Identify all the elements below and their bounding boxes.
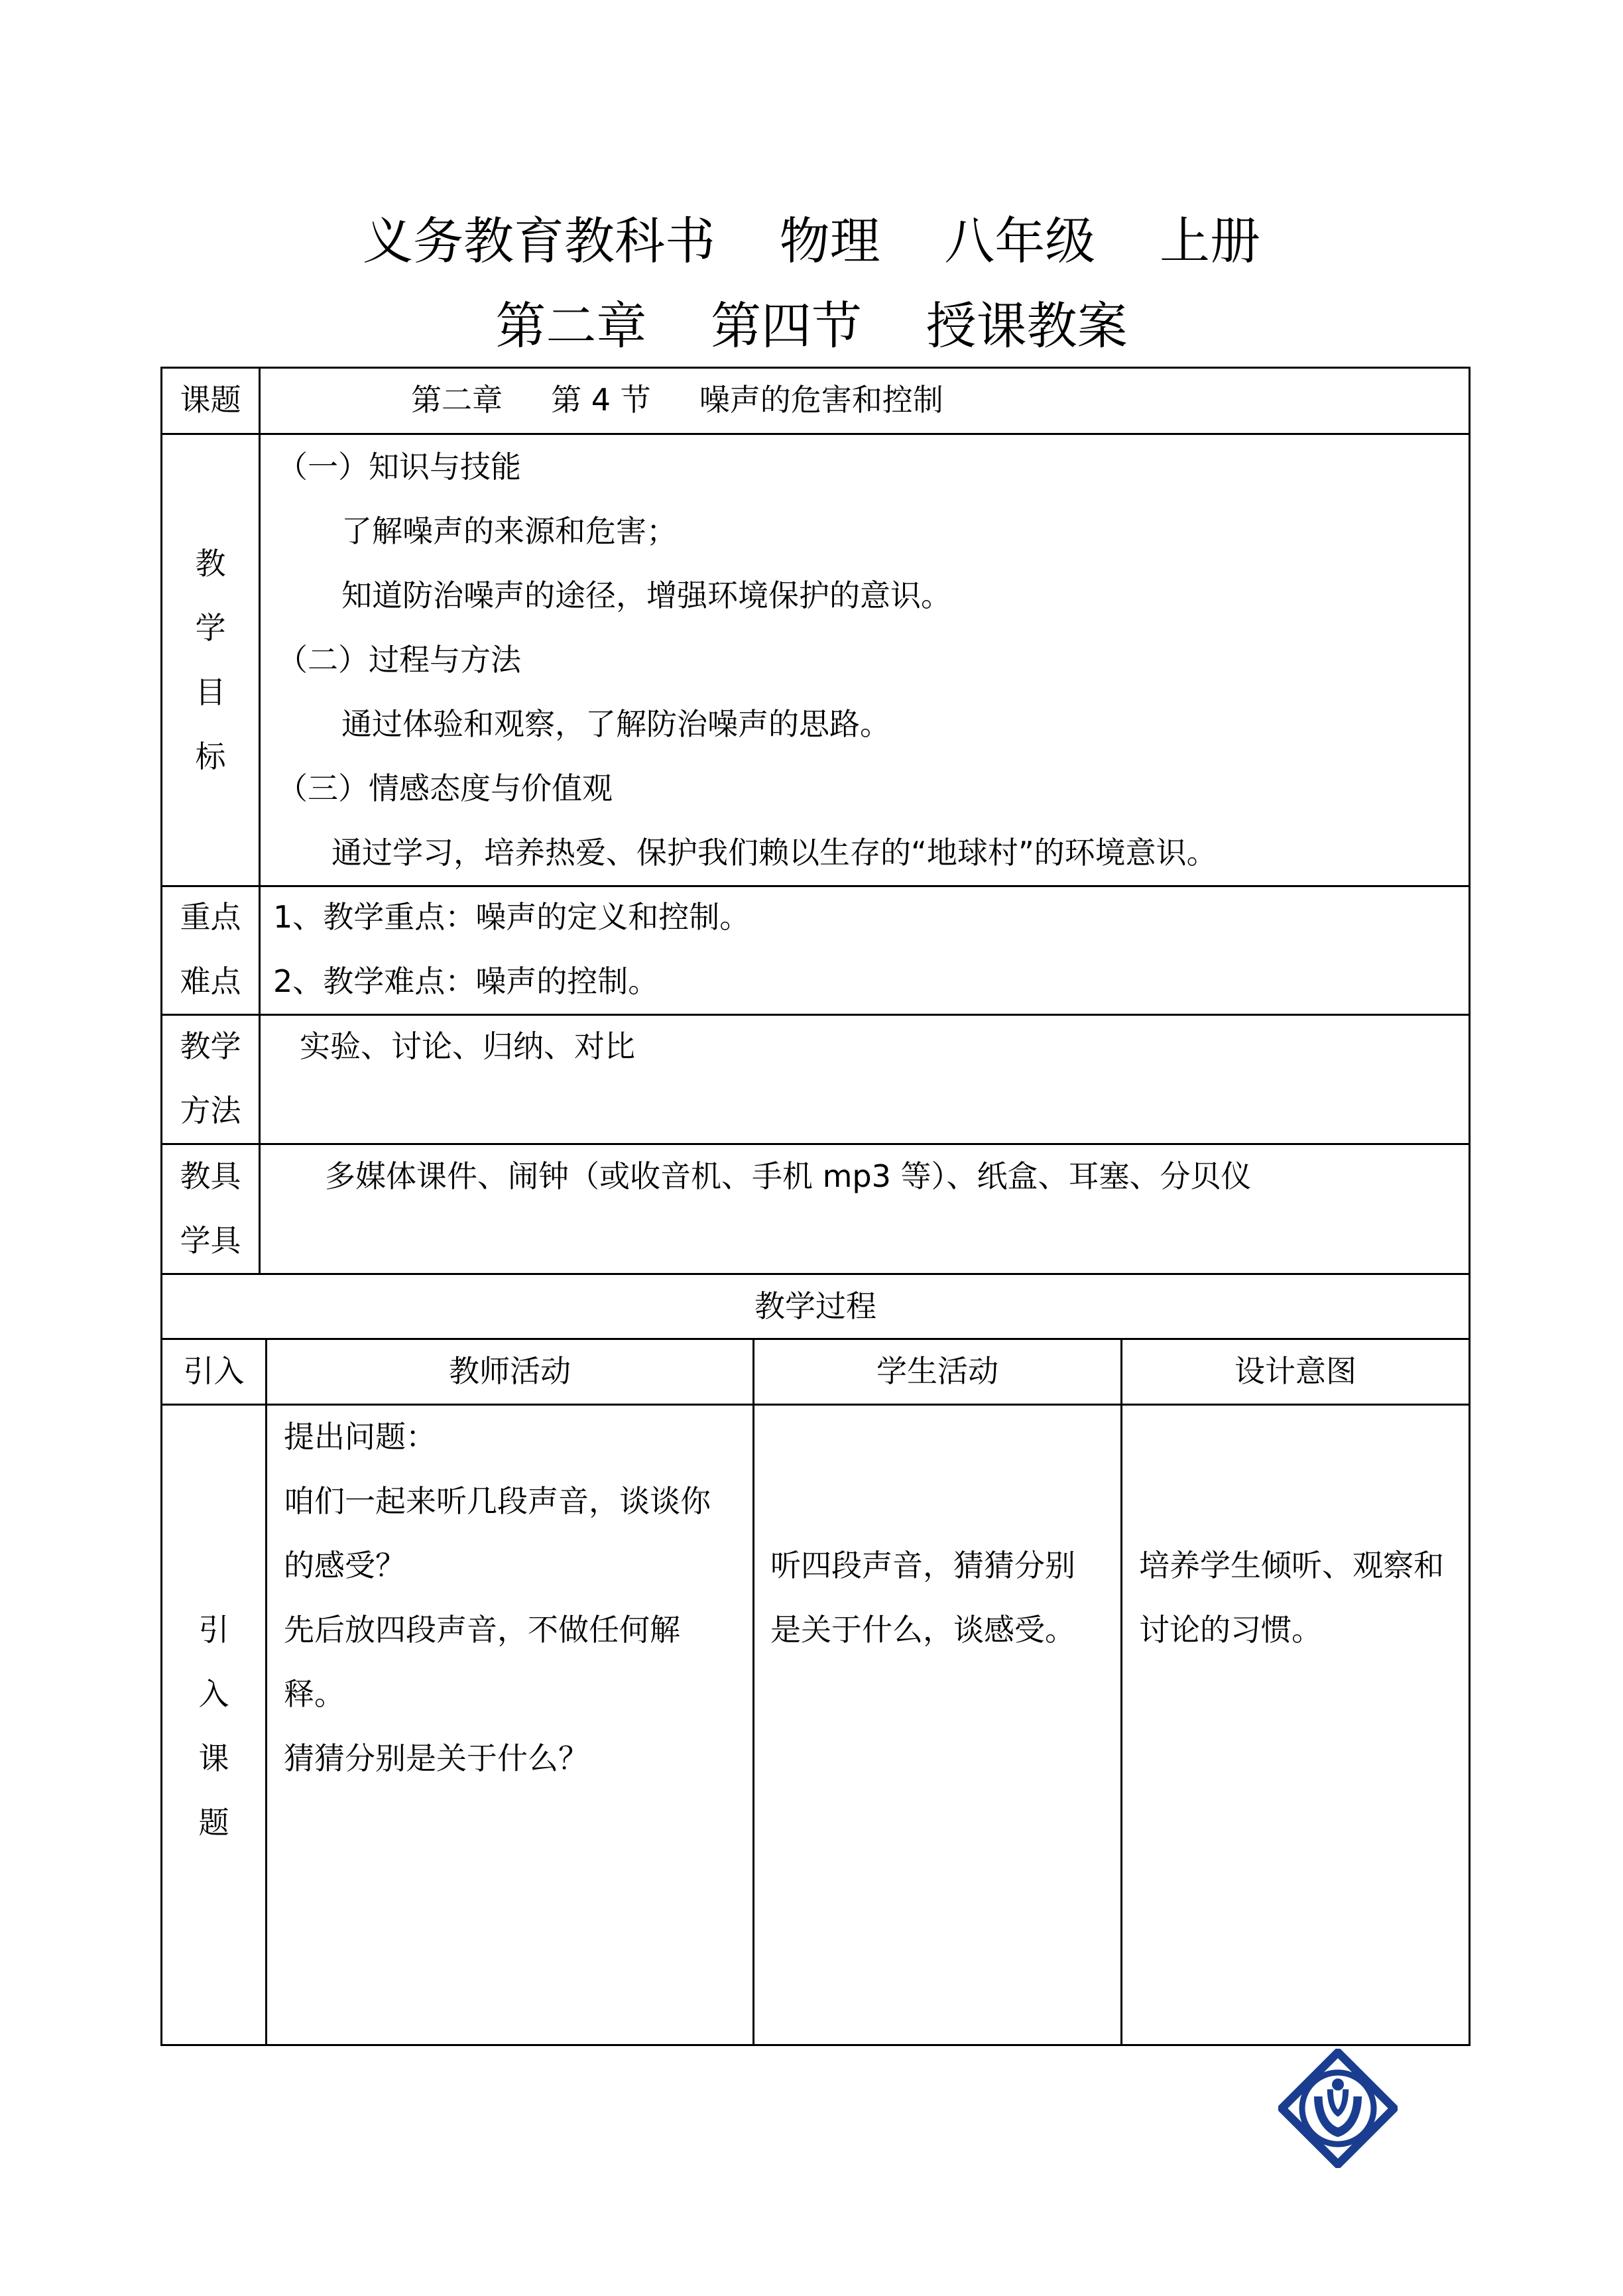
student-activity-line: 听四段声音，猜猜分别 (770, 1547, 1075, 1583)
teacher-activity-line: 释。 (284, 1676, 345, 1712)
methods-value: 实验、讨论、归纳、对比 (300, 1028, 635, 1064)
objective-line: 通过学习，培养热爱、保护我们赖以生存的“地球村”的环境意识。 (331, 835, 1217, 871)
objectives-label: 教 学 目 标 (195, 546, 226, 774)
tools-label: 教具 学具 (180, 1158, 241, 1258)
header-teacher-activity: 教师活动 (449, 1353, 571, 1389)
objective-heading-process: （二）过程与方法 (277, 642, 521, 678)
objective-line: 了解噪声的来源和危害； (341, 513, 677, 549)
methods-label: 教学 方法 (180, 1028, 241, 1128)
header-student-activity: 学生活动 (876, 1353, 998, 1389)
topic-value: 第二章 第 4 节 噪声的危害和控制 (411, 382, 943, 418)
design-intent-line: 培养学生倾听、观察和 (1139, 1547, 1444, 1583)
stage-label: 引 入 课 题 (198, 1612, 229, 1841)
key-point-line: 1、教学重点：噪声的定义和控制。 (273, 899, 751, 935)
objective-heading-values: （三）情感态度与价值观 (277, 770, 613, 806)
header-design-intent: 设计意图 (1234, 1353, 1356, 1389)
teacher-activity-line: 咱们一起来听几段声音，谈谈你 (284, 1483, 711, 1519)
objective-heading-knowledge: （一）知识与技能 (277, 449, 521, 485)
teacher-activity-line: 先后放四段声音，不做任何解 (284, 1612, 680, 1648)
process-title: 教学过程 (754, 1288, 876, 1324)
document-subtitle: 第二章 第四节 授课教案 (495, 296, 1128, 355)
header-stage: 引入 (183, 1353, 245, 1389)
teacher-activity-line: 猜猜分别是关于什么？ (284, 1740, 589, 1776)
objective-line: 知道防治噪声的途径，增强环境保护的意识。 (341, 577, 951, 613)
objective-line: 通过体验和观察，了解防治噪声的思路。 (341, 706, 890, 742)
key-points-label: 重点 难点 (180, 899, 241, 999)
design-intent-line: 讨论的习惯。 (1139, 1612, 1322, 1648)
topic-label: 课题 (180, 382, 241, 418)
school-emblem-icon (1278, 2049, 1398, 2168)
teacher-activity-line: 的感受？ (284, 1547, 406, 1583)
document-title: 义务教育教科书 物理 八年级 上册 (363, 211, 1260, 271)
difficult-point-line: 2、教学难点：噪声的控制。 (273, 963, 659, 999)
student-activity-line: 是关于什么，谈感受。 (770, 1612, 1075, 1648)
teacher-activity-line: 提出问题： (284, 1419, 436, 1455)
tools-value: 多媒体课件、闹钟（或收音机、手机 mp3 等）、纸盒、耳塞、分贝仪 (325, 1158, 1252, 1194)
